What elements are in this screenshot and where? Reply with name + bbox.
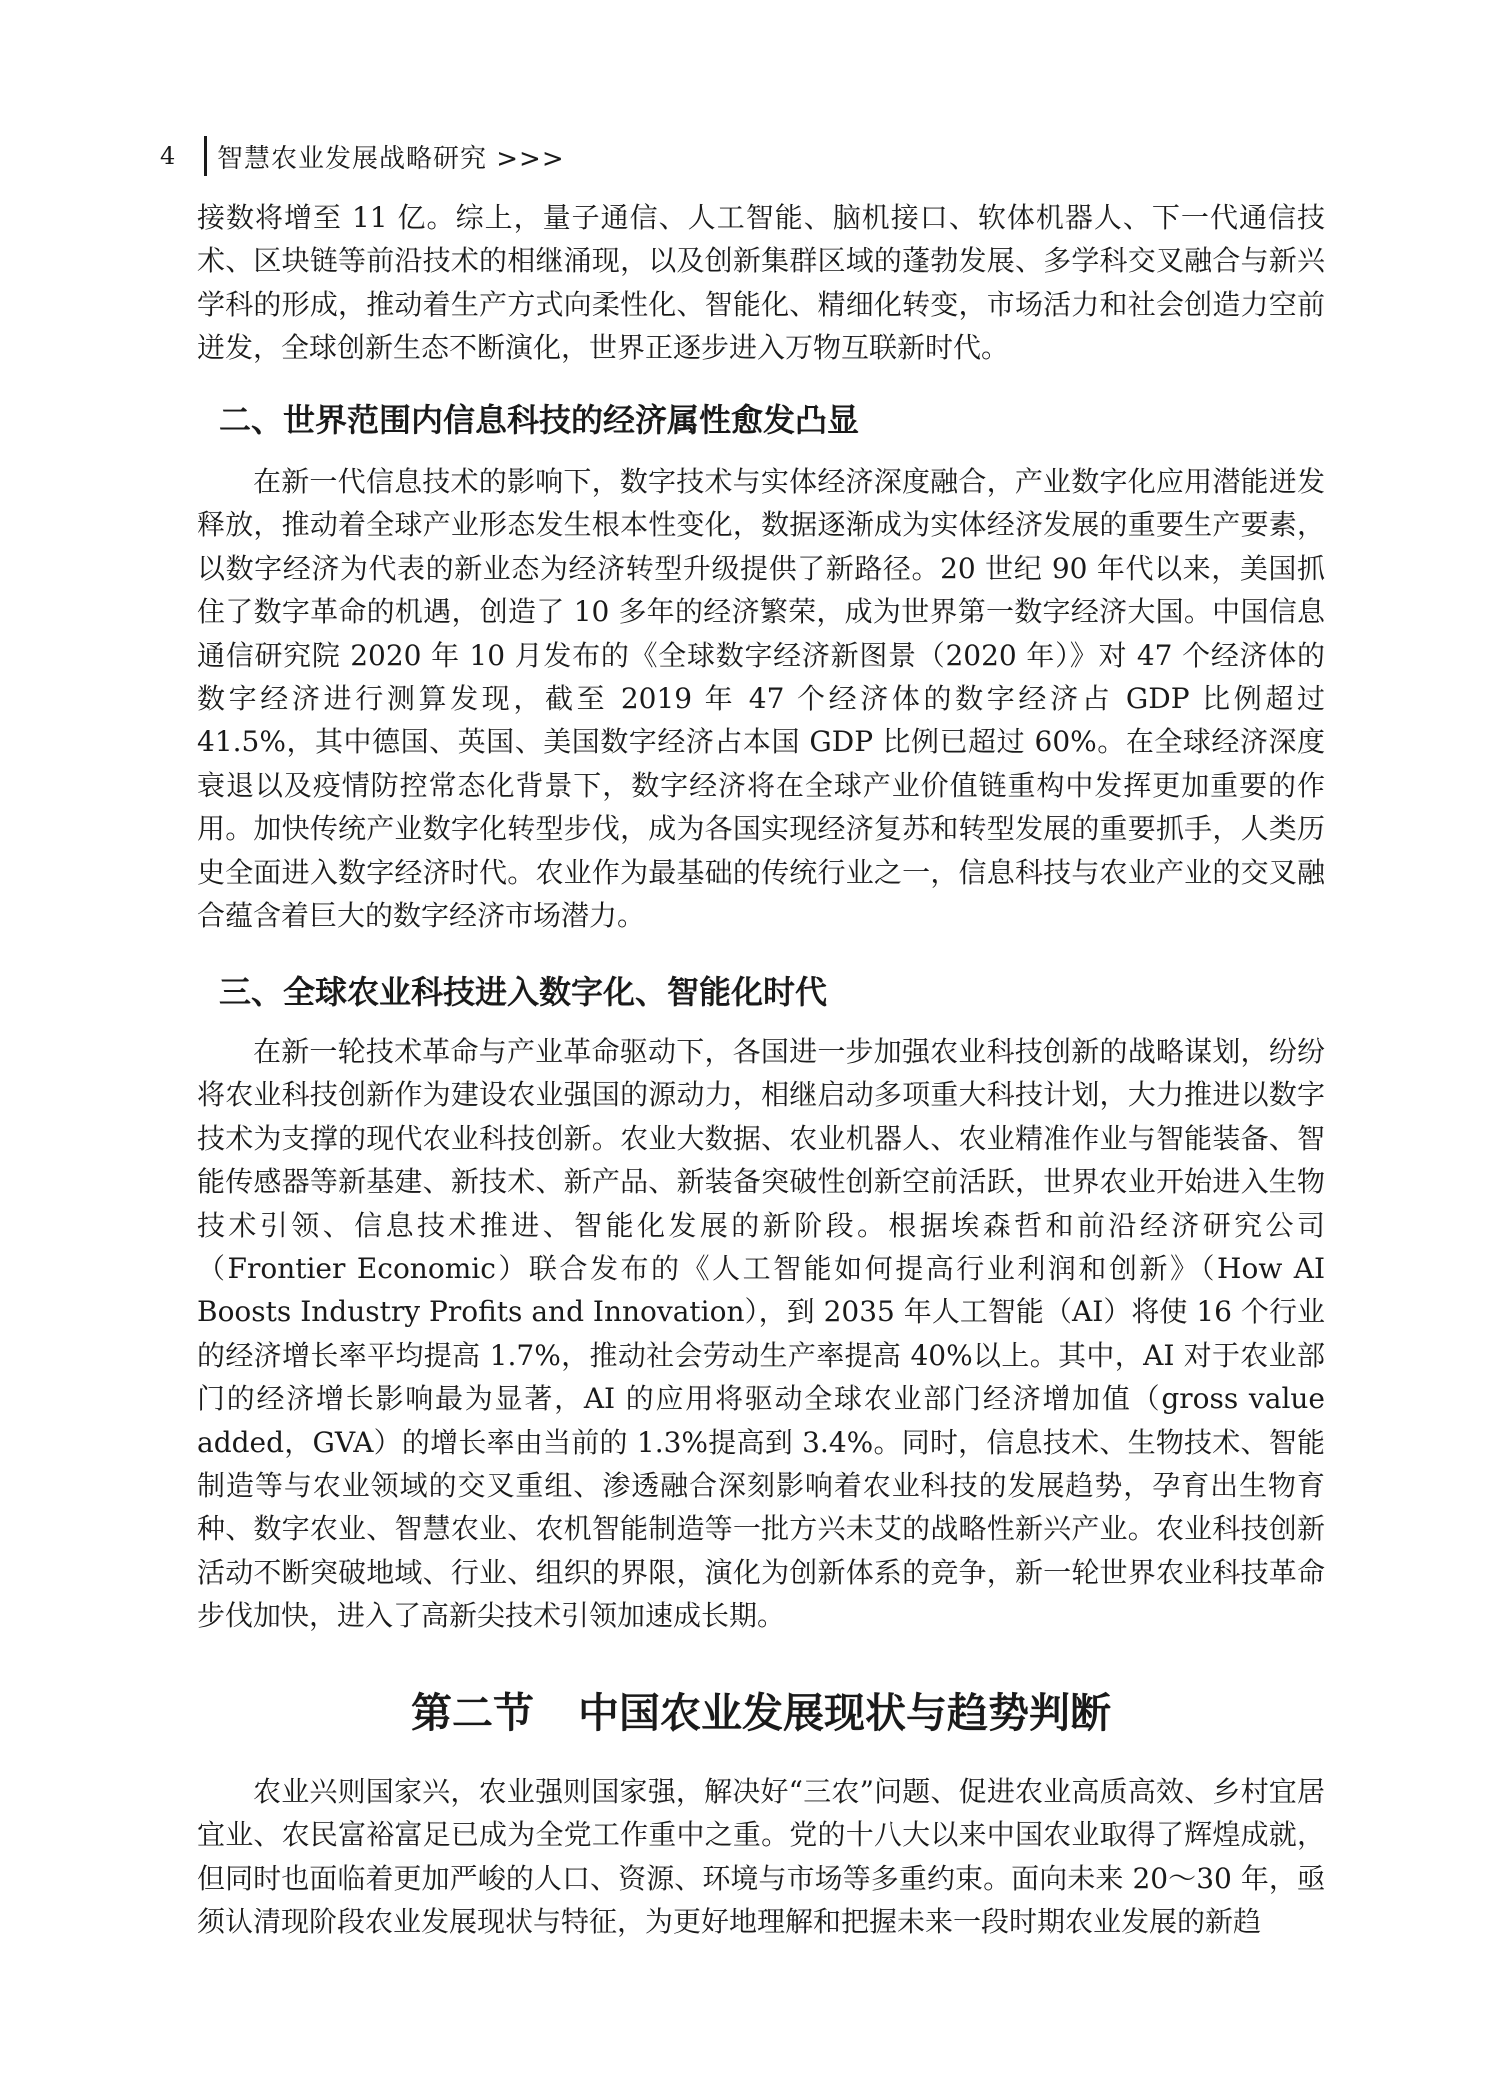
- section-3-body: [197, 1030, 1325, 1638]
- running-head: [160, 136, 565, 176]
- chapter-heading-block: [197, 1688, 1325, 1738]
- section-2-body: [197, 460, 1325, 937]
- section-heading-2: [197, 398, 1325, 442]
- paragraph: 接数将增至 11 亿。综上，量子通信、人工智能、脑机接口、软体机器人、下一代通信技术、区块链等前沿技术的相继涌现，以及创新集群区域的蓬勃发展、多学科交叉融合与新兴学科的形成，推动着生产方式向柔性化、智能化、精细化转变，市场活力和社会创造力空前迸发，全球创新生态不断演化，世界正逐步进入万物互联新时代。: [197, 201, 1325, 365]
- book-title: 智慧农业发展战略研究 >>>: [217, 143, 565, 174]
- header-divider: [204, 136, 207, 176]
- chapter-title: 中国农业发展现状与趋势判断: [578, 1689, 1111, 1737]
- chapter-label: 第二节: [411, 1689, 534, 1737]
- chapter-heading: [197, 1688, 1325, 1738]
- chapter-body: [197, 1770, 1325, 1944]
- section-heading: 三、全球农业科技进入数字化、智能化时代: [219, 973, 828, 1011]
- section-heading-3: [197, 970, 1325, 1014]
- paragraph: 在新一轮技术革命与产业革命驱动下，各国进一步加强农业科技创新的战略谋划，纷纷将农业科技创新作为建设农业强国的源动力，相继启动多项重大科技计划，大力推进以数字技术为支撑的现代农业科技创新。农业大数据、农业机器人、农业精准作业与智能装备、智能传感器等新基建、新技术、新产品、新装备突破性创新空前活跃，世界农业开始进入生物技术引领、信息技术推进、智能化发展的新阶段。根据埃森哲和前沿经济研究公司（Frontier Economic）联合发布的《人工智能如何提高行业利润和创新》（How AI Boosts Industry Profits and Innovation），到 2035 年人工智能（AI）将使 16 个行业的经济增长率平均提高 1.7%，推动社会劳动生产率提高 40%以上。其中，AI 对于农业部门的经济增长影响最为显著，AI 的应用将驱动全球农业部门经济增加值（gross value added，GVA）的增长率由当前的 1.3%提高到 3.4%。同时，信息技术、生物技术、智能制造等与农业领域的交叉重组、渗透融合深刻影响着农业科技的发展趋势，孕育出生物育种、数字农业、智慧农业、农机智能制造等一批方兴未艾的战略性新兴产业。农业科技创新活动不断突破地域、行业、组织的界限，演化为创新体系的竞争，新一轮世界农业科技革命步伐加快，进入了高新尖技术引领加速成长期。: [197, 1035, 1325, 1633]
- paragraph: 在新一代信息技术的影响下，数字技术与实体经济深度融合，产业数字化应用潜能迸发释放，推动着全球产业形态发生根本性变化，数据逐渐成为实体经济发展的重要生产要素，以数字经济为代表的新业态为经济转型升级提供了新路径。20 世纪 90 年代以来，美国抓住了数字革命的机遇，创造了 10 多年的经济繁荣，成为世界第一数字经济大国。中国信息通信研究院 2020 年 10 月发布的《全球数字经济新图景（2020 年）》对 47 个经济体的数字经济进行测算发现，截至 2019 年 47 个经济体的数字经济占 GDP 比例超过 41.5%，其中德国、英国、美国数字经济占本国 GDP 比例已超过 60%。在全球经济深度衰退以及疫情防控常态化背景下，数字经济将在全球产业价值链重构中发挥更加重要的作用。加快传统产业数字化转型步伐，成为各国实现经济复苏和转型发展的重要抓手，人类历史全面进入数字经济时代。农业作为最基础的传统行业之一，信息科技与农业产业的交叉融合蕴含着巨大的数字经济市场潜力。: [197, 465, 1325, 933]
- paragraph: 农业兴则国家兴，农业强则国家强，解决好“三农”问题、促进农业高质高效、乡村宜居宜业、农民富裕富足已成为全党工作重中之重。党的十八大以来中国农业取得了辉煌成就，但同时也面临着更加严峻的人口、资源、环境与市场等多重约束。面向未来 20～30 年，亟须认清现阶段农业发展现状与特征，为更好地理解和把握未来一段时期农业发展的新趋: [197, 1775, 1325, 1939]
- section-heading: 二、世界范围内信息科技的经济属性愈发凸显: [219, 401, 860, 439]
- paragraph-continuation: [197, 196, 1325, 370]
- page-number: 4: [160, 142, 176, 170]
